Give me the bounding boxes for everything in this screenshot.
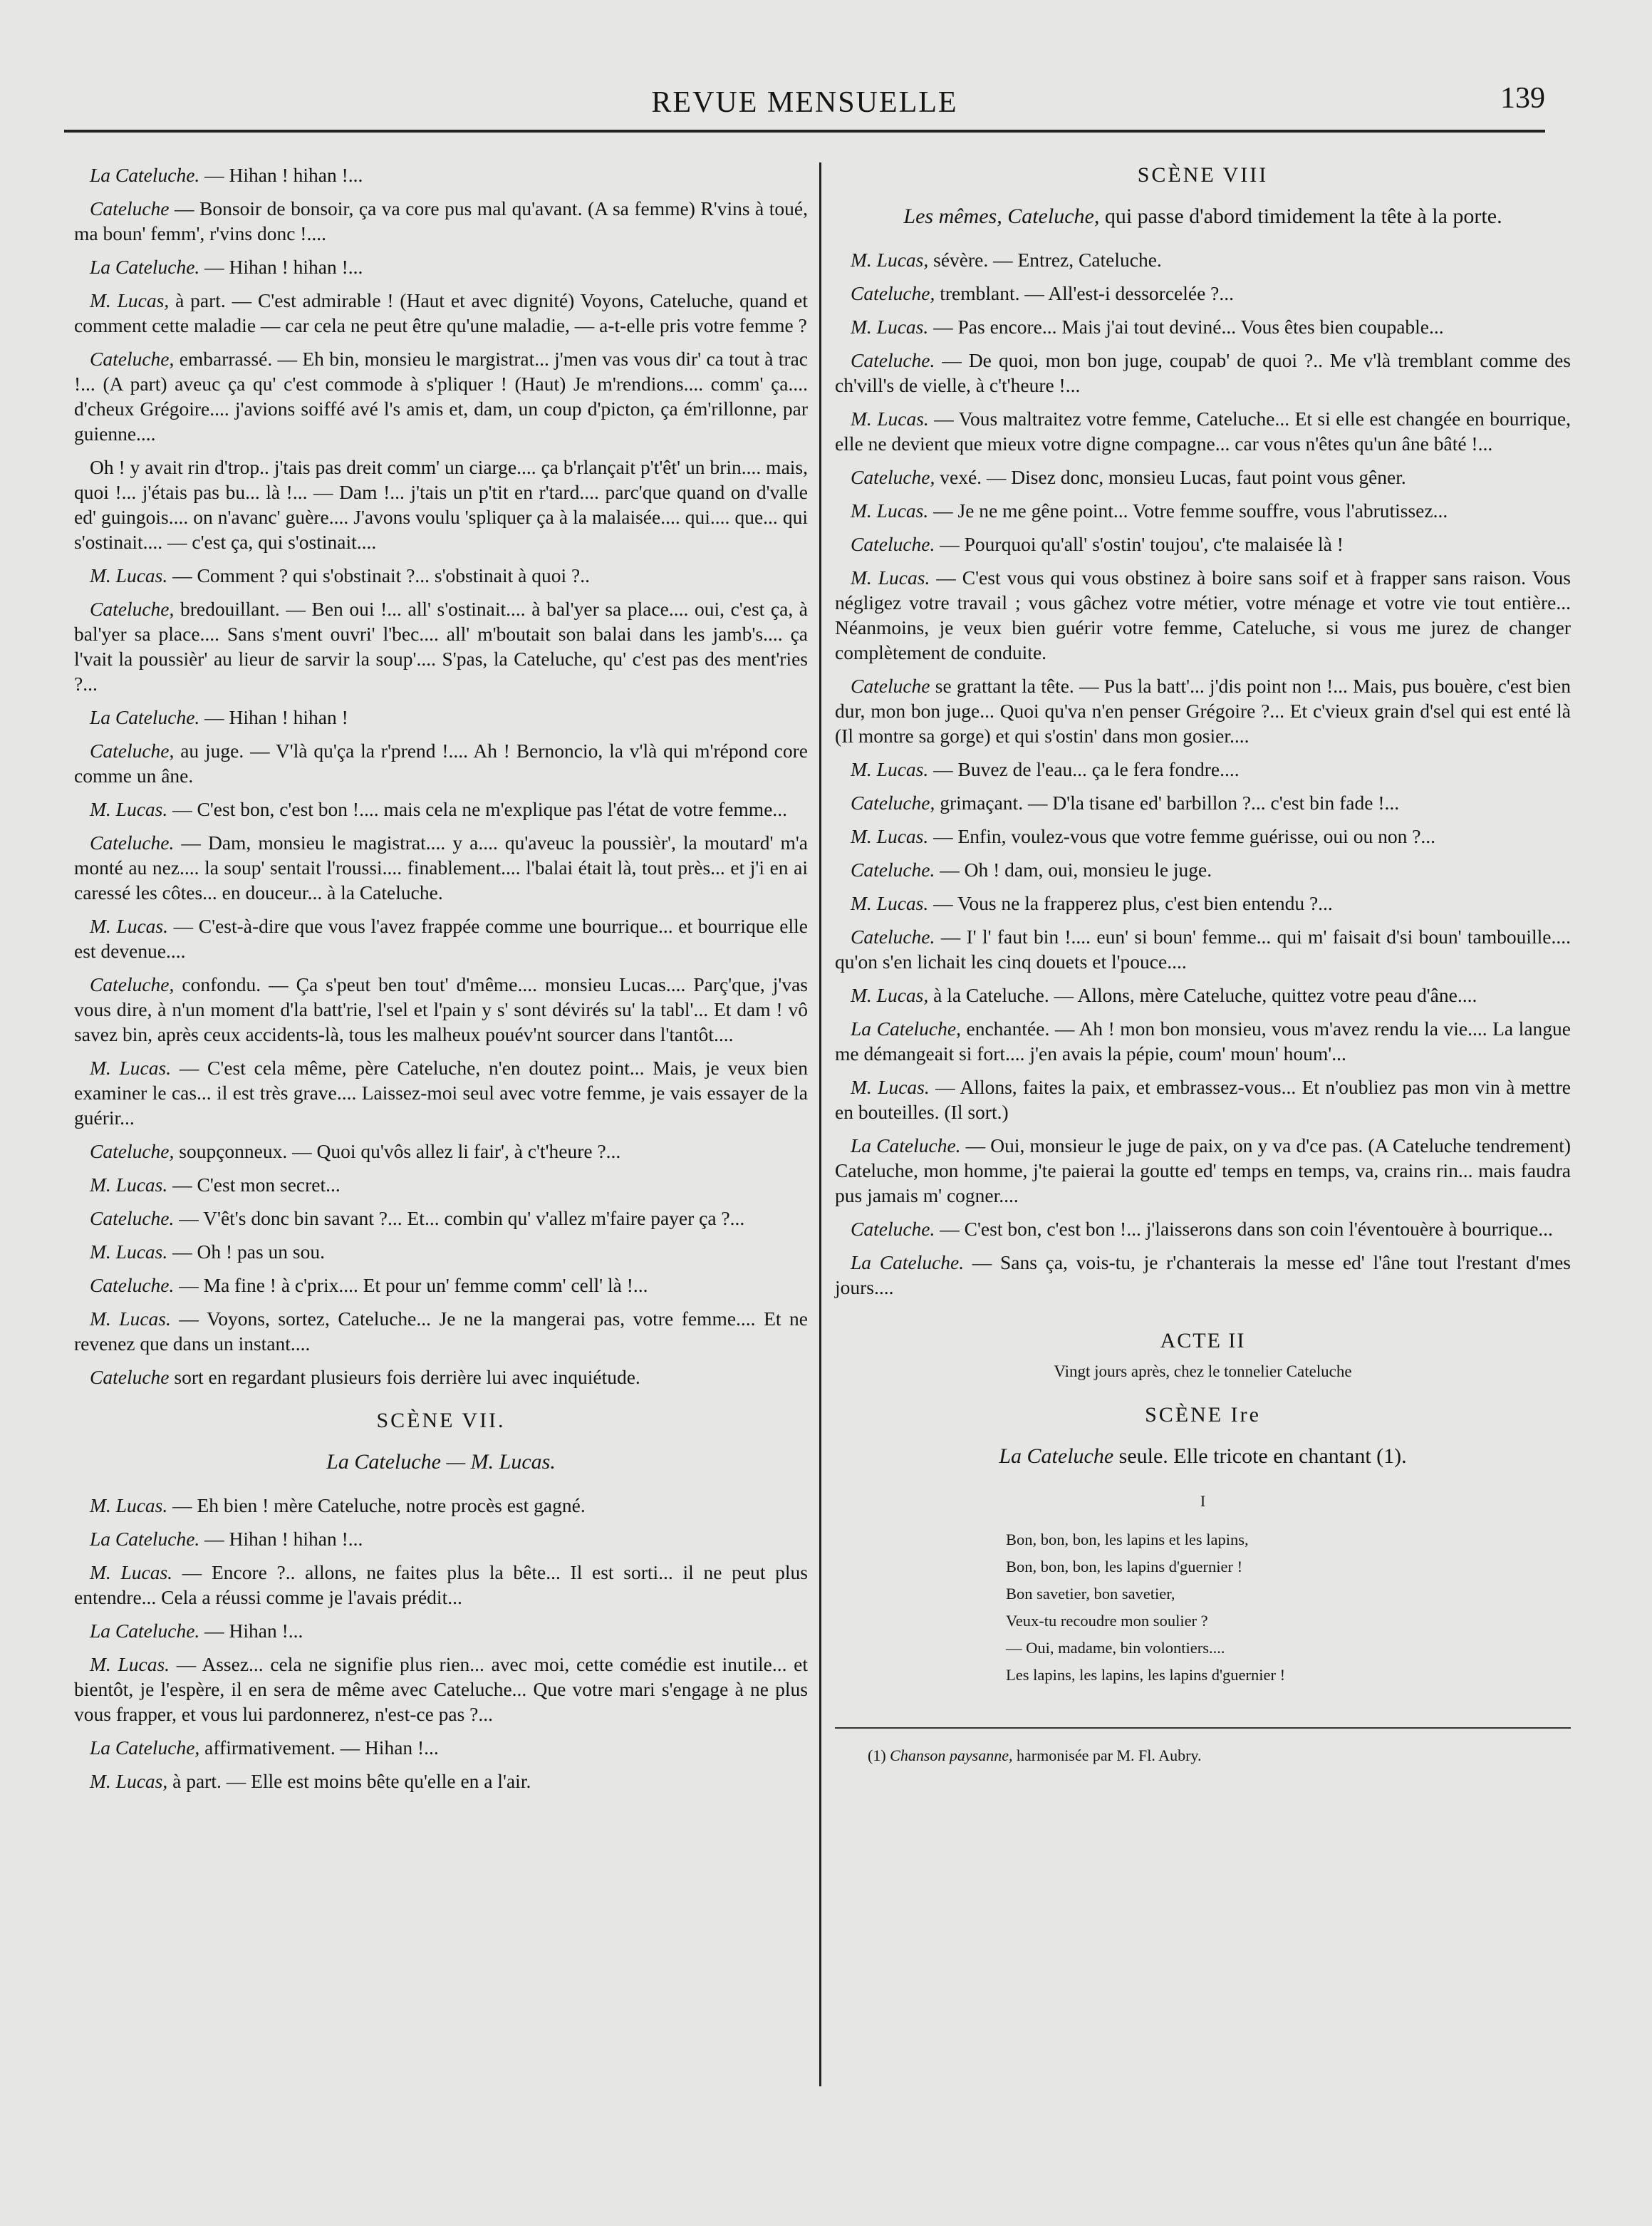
dialogue-text: — C'est mon secret... [167, 1174, 341, 1196]
speaker-name: M. Lucas. [90, 1494, 168, 1516]
speaker-name: Cateluche. [851, 926, 935, 948]
dialogue-text: — Vous ne la frapperez plus, c'est bien entendu ?... [928, 892, 1333, 914]
footnote-rule [835, 1727, 1571, 1729]
scene-viii-dialogue [835, 247, 1571, 1300]
dialogue-text: à part. — Elle est moins bête qu'elle en a l'air. [167, 1770, 531, 1792]
dialogue-text: grimaçant. — D'la tisane ed' barbillon ?... c'est bin fade !... [935, 792, 1400, 814]
dialogue-paragraph [74, 705, 808, 730]
dialogue-paragraph [74, 1055, 808, 1130]
dialogue-paragraph [74, 1273, 808, 1298]
dialogue-text: à la Cateluche. — Allons, mère Cateluche, quittez votre peau d'âne.... [928, 984, 1477, 1006]
scene-vii-title: SCÈNE VII. [376, 1409, 506, 1432]
footnote [868, 1743, 1571, 1768]
dialogue-paragraph [835, 314, 1571, 339]
dialogue-paragraph [74, 288, 808, 338]
dialogue-text: — C'est bon, c'est bon !... j'laisserons dans son coin l'éventouère à bourrique... [935, 1218, 1553, 1240]
speaker-name: Cateluche, [90, 598, 175, 620]
speaker-name: Cateluche, [90, 348, 175, 370]
dialogue-text: — Comment ? qui s'obstinait ?... s'obstinait à quoi ?.. [167, 564, 590, 586]
dialogue-paragraph [835, 406, 1571, 456]
dialogue-paragraph [835, 1075, 1571, 1124]
dialogue-text: — Pourquoi qu'all' s'ostin' toujou', c'te malaisée là ! [935, 533, 1344, 555]
speaker-name: Cateluche. [851, 533, 935, 555]
speaker-name: M. Lucas. [90, 1653, 170, 1675]
speaker-name: M. Lucas. [851, 892, 929, 914]
dialogue-paragraph [74, 196, 808, 246]
dialogue-paragraph [835, 465, 1571, 490]
dialogue-text: — Encore ?.. allons, ne faites plus la bête... Il est sorti... il ne peut plus entendre... Cela a réussi comme je l'avais prédit... [74, 1561, 808, 1608]
dialogue-text: — Hihan ! hihan !... [199, 1528, 363, 1550]
speaker-name: La Cateluche. [851, 1251, 965, 1273]
song-line: Les lapins, les lapins, les lapins d'guernier ! [1006, 1666, 1286, 1684]
song-line: Veux-tu recoudre mon soulier ? [1006, 1612, 1208, 1630]
dialogue-text: sévère. — Entrez, Cateluche. [928, 249, 1162, 271]
scene-viii-cast [835, 203, 1571, 230]
speaker-name: Cateluche, [90, 740, 175, 762]
dialogue-paragraph [74, 1560, 808, 1610]
speaker-name: La Cateluche, [90, 1736, 200, 1759]
dialogue-text: — C'est bon, c'est bon !.... mais cela ne m'explique pas l'état de votre femme... [167, 798, 788, 820]
dialogue-paragraph [74, 913, 808, 963]
song-line: — Oui, madame, bin volontiers.... [1006, 1639, 1225, 1657]
dialogue-paragraph [74, 738, 808, 788]
dialogue-paragraph [835, 1250, 1571, 1300]
dialogue-text: bredouillant. — Ben oui !... all' s'ostinait.... à bal'yer sa place.... oui, c'est ça, à bal'yer sa place.... Sans s'ment ouvri' l'bec.... all' m'boutait son balai dans les jamb's.... ça l'vait la poussièr' au lieur de sarvir la soup'.... S'pas, la Cateluche, qu' c'est pas des ment'ries ?... [74, 598, 808, 695]
dialogue-paragraph [835, 790, 1571, 815]
dialogue-text: — C'est-à-dire que vous l'avez frappée comme une bourrique... et bourrique elle est devenue.... [74, 915, 808, 962]
dialogue-text: soupçonneux. — Quoi qu'vôs allez li fair', à c't'heure ?... [174, 1140, 621, 1162]
speaker-name: M. Lucas. [851, 825, 929, 847]
dialogue-paragraph [74, 1172, 808, 1197]
song-line: Bon savetier, bon savetier, [1006, 1585, 1175, 1603]
speaker-name: La Cateluche. [90, 706, 200, 728]
page-number: 139 [1500, 82, 1545, 115]
right-column [835, 162, 1571, 1768]
speaker-name: Cateluche, [90, 973, 175, 995]
dialogue-paragraph [835, 281, 1571, 306]
dialogue-paragraph [74, 1365, 808, 1389]
dialogue-paragraph [835, 824, 1571, 849]
speaker-name: La Cateluche. [90, 1528, 200, 1550]
dialogue-text: sort en regardant plusieurs fois derrière lui avec inquiétude. [169, 1366, 640, 1388]
speaker-name: Cateluche, [851, 282, 935, 304]
dialogue-text: affirmativement. — Hihan !... [199, 1736, 439, 1759]
dialogue-paragraph [835, 247, 1571, 272]
dialogue-text: — Dam, monsieu le magistrat.... y a.... qu'aveuc la poussièr', la moutard' m'a monté au nez.... la soup' sentait l'roussi.... finablement.... l'balai était là, tout près... et j'i en ai caressé les côtes... en douceur... à la Cateluche. [74, 832, 808, 904]
dialogue-text: — Sans ça, vois-tu, je r'chanterais la messe ed' l'âne tout l'restant d'mes jours.... [835, 1251, 1571, 1298]
dialogue-paragraph [835, 924, 1571, 974]
speaker-name: M. Lucas. [851, 499, 929, 522]
speaker-name: M. Lucas, [851, 249, 929, 271]
dialogue-text: — Oh ! pas un sou. [167, 1241, 326, 1263]
dialogue-paragraph [74, 1769, 808, 1793]
speaker-name: Cateluche [851, 675, 930, 697]
speaker-name: Cateluche. [851, 859, 935, 881]
act-ii-title: ACTE II [1160, 1329, 1246, 1352]
dialogue-text: — Eh bien ! mère Cateluche, notre procès est gagné. [167, 1494, 586, 1516]
dialogue-text: — Bonsoir de bonsoir, ça va core pus mal qu'avant. (A sa femme) R'vins à toué, ma boun' femm', r'vins donc !.... [74, 197, 808, 244]
speaker-name: Cateluche, [851, 466, 935, 488]
scene-i-cast [835, 1443, 1571, 1470]
dialogue-text: — Hihan ! hihan !... [199, 256, 363, 278]
dialogue-text: — Allons, faites la paix, et embrassez-vous... Et n'oubliez pas mon vin à mettre en bouteilles. (Il sort.) [835, 1076, 1571, 1123]
song-line: Bon, bon, bon, les lapins d'guernier ! [1006, 1558, 1243, 1575]
dialogue-paragraph [835, 983, 1571, 1008]
dialogue-text: se grattant la tête. — Pus la batt'... j'dis point non !... Mais, pus bouère, c'est bien dur, mon bon juge... Quoi qu'va n'en penser Grégoire ?... Et c'vieux grain d'sel qui est enté là (Il montre sa gorge) et qui s'ostin' dans mon gosier.... [835, 675, 1571, 747]
dialogue-text: — Oui, monsieur le juge de paix, on y va d'ce pas. (A Cateluche tendrement) Cateluche, mon homme, j'te paierai la goutte ed' temps en temps, va, crains rin... mais faudra pus jamais m' cogner.... [835, 1134, 1571, 1206]
speaker-name: La Cateluche, [851, 1018, 961, 1040]
left-column [74, 162, 808, 1802]
dialogue-paragraph [835, 532, 1571, 556]
song-line: Bon, bon, bon, les lapins et les lapins, [1006, 1531, 1249, 1548]
dialogue-paragraph [74, 254, 808, 279]
speaker-name: M. Lucas. [90, 1561, 173, 1583]
dialogue-paragraph [74, 797, 808, 822]
scene-vii-cast [74, 1449, 808, 1476]
dialogue-paragraph [74, 972, 808, 1047]
speaker-name: M. Lucas, [851, 984, 929, 1006]
speaker-name: Cateluche. [851, 1218, 935, 1240]
speaker-name: M. Lucas. [90, 1057, 172, 1079]
dialogue-paragraph [74, 1618, 808, 1643]
dialogue-text: enchantée. — Ah ! mon bon monsieu, vous m'avez rendu la vie.... La langue me démangeait si fort.... j'en avais la pépie, coum' moun' houm'... [835, 1018, 1571, 1065]
dialogue-paragraph [74, 596, 808, 696]
running-title: REVUE MENSUELLE [651, 86, 958, 119]
speaker-name: Cateluche [90, 197, 170, 219]
speaker-name: M. Lucas. [851, 316, 929, 338]
dialogue-block [74, 162, 808, 1389]
running-head [64, 80, 1545, 123]
speaker-name: Cateluche. [851, 349, 935, 371]
song-stanza-number: I [1200, 1492, 1206, 1510]
speaker-name: Cateluche. [90, 832, 175, 854]
dialogue-text: tremblant. — All'est-i dessorcelée ?... [935, 282, 1234, 304]
speaker-name: M. Lucas. [90, 1308, 171, 1330]
dialogue-text: — Ma fine ! à c'prix.... Et pour un' femme comm' cell' là !... [174, 1274, 648, 1296]
dialogue-text: — Vous maltraitez votre femme, Cateluche... Et si elle est changée en bourrique, elle ne devient que mieux votre digne compagne... car vous n'êtes qu'un âne bâté !... [835, 408, 1571, 455]
dialogue-text: au juge. — V'là qu'ça la r'prend !.... Ah ! Bernoncio, la v'là qui m'répond core comme un âne. [74, 740, 808, 787]
dialogue-paragraph [74, 346, 808, 446]
scene-i-title: SCÈNE Ire [1145, 1403, 1261, 1427]
speaker-name: M. Lucas, [90, 1770, 168, 1792]
speaker-name: La Cateluche. [851, 1134, 961, 1156]
dialogue-text: — Pas encore... Mais j'ai tout deviné... Vous êtes bien coupable... [928, 316, 1444, 338]
dialogue-text: — Voyons, sortez, Cateluche... Je ne la mangerai pas, votre femme.... Et ne revenez que dans un instant.... [74, 1308, 808, 1355]
scene-viii-title: SCÈNE VIII [1137, 163, 1269, 187]
speaker-name: M. Lucas. [90, 1174, 168, 1196]
dialogue-paragraph [835, 857, 1571, 882]
footnote-rest: harmonisée par M. Fl. Aubry. [1012, 1746, 1202, 1764]
speaker-name: M. Lucas. [90, 798, 168, 820]
dialogue-paragraph [835, 673, 1571, 748]
scene-viii-cast-italic: Les mêmes, Cateluche, [903, 205, 1100, 228]
dialogue-text: — Je ne me gêne point... Votre femme souffre, vous l'abrutissez... [928, 499, 1448, 522]
speaker-name: M. Lucas. [90, 1241, 168, 1263]
speaker-name: M. Lucas. [90, 915, 168, 937]
speaker-name: La Cateluche. [90, 1620, 200, 1642]
speaker-name: Cateluche, [90, 1140, 175, 1162]
scene-i-cast-italic: La Cateluche [999, 1444, 1114, 1468]
dialogue-paragraph [835, 757, 1571, 782]
speaker-name: Cateluche [90, 1366, 170, 1388]
dialogue-paragraph [74, 1239, 808, 1264]
dialogue-text: — Hihan !... [199, 1620, 303, 1642]
dialogue-text: — Oh ! dam, oui, monsieu le juge. [935, 859, 1212, 881]
dialogue-text: Oh ! y avait rin d'trop.. j'tais pas dreit comm' un ciarge.... ça b'rlançait p't'êt' un brin.... mais, quoi !... j'étais pas bu... là !... — Dam !... j'tais un p'tit en r'tard.... parc'que quand on d'valle ed' guingois.... on n'avanc' guère.... J'avons voulu 'spliquer ça à la malaisée.... qui.... que... qui s'ostinait.... — c'est ça, qui s'ostinait.... [74, 456, 808, 553]
speaker-name: M. Lucas. [90, 564, 168, 586]
dialogue-paragraph [835, 891, 1571, 916]
dialogue-paragraph [835, 348, 1571, 398]
dialogue-text: — De quoi, mon bon juge, coupab' de quoi ?.. Me v'là tremblant comme des ch'vill's de vielle, à c't'heure !... [835, 349, 1571, 396]
dialogue-paragraph [74, 1735, 808, 1760]
dialogue-paragraph [74, 1652, 808, 1727]
dialogue-paragraph [835, 565, 1571, 665]
dialogue-text: — C'est cela même, père Cateluche, n'en doutez point... Mais, je veux bien examiner le cas... il est très grave.... Laissez-moi seul avec votre femme, je vais essayer de la guérir... [74, 1057, 808, 1129]
dialogue-text: — Enfin, voulez-vous que votre femme guérisse, oui ou non ?... [928, 825, 1436, 847]
dialogue-text: — Assez... cela ne signifie plus rien... avec moi, cette comédie est inutile... et bientôt, je l'espère, il en sera de même avec Cateluche... Que votre mari s'engage à ne plus vous frapper, et vous lui pardonnerez, n'est-ce pas ?... [74, 1653, 808, 1725]
dialogue-text: embarrassé. — Eh bin, monsieu le margistrat... j'men vas vous dir' ca tout à trac !... (A part) aveuc ça qu' c'est commode à s'pliquer ! (Haut) Je m'rendions.... comm' ça.... d'cheux Grégoire.... j'avions soiffé avé l's amis et, dam, un coup d'picton, ça ém'rillonne, par guienne.... [74, 348, 808, 445]
speaker-name: M. Lucas. [851, 566, 930, 589]
dialogue-paragraph [74, 1526, 808, 1551]
dialogue-text: vexé. — Disez donc, monsieu Lucas, faut point vous gêner. [935, 466, 1406, 488]
dialogue-paragraph [74, 455, 808, 554]
dialogue-text: — V'êt's donc bin savant ?... Et... combin qu' v'allez m'faire payer ça ?... [174, 1207, 745, 1229]
speaker-name: Cateluche. [90, 1274, 175, 1296]
dialogue-paragraph [74, 1493, 808, 1518]
dialogue-text: — I' l' faut bin !.... eun' si boun' femme... qui m' faisait d'si boun' tambouille.... qu'on s'en lichait les cinq douets et l'pouce.... [835, 926, 1571, 973]
scene-i-cast-rest: seule. Elle tricote en chantant (1). [1113, 1444, 1407, 1468]
dialogue-paragraph [835, 1216, 1571, 1241]
scene-viii-cast-rest: qui passe d'abord timidement la tête à la porte. [1099, 205, 1502, 228]
dialogue-text: — Hihan ! hihan ! [199, 706, 348, 728]
speaker-name: M. Lucas. [851, 408, 929, 430]
dialogue-paragraph [74, 162, 808, 187]
act-ii-subtitle: Vingt jours après, chez le tonnelier Cateluche [1054, 1362, 1352, 1380]
speaker-name: Cateluche, [851, 792, 935, 814]
dialogue-text: — Buvez de l'eau... ça le fera fondre.... [928, 758, 1240, 780]
scene-vii-dialogue [74, 1493, 808, 1793]
dialogue-paragraph [74, 563, 808, 588]
dialogue-text: à part. — C'est admirable ! (Haut et avec dignité) Voyons, Cateluche, quand et comment cette maladie — car cela ne peut être qu'une maladie, — a-t-elle pris votre femme ? [74, 289, 808, 336]
column-divider [819, 162, 821, 2086]
footnote-mark: (1) [868, 1746, 886, 1764]
header-rule [64, 130, 1545, 133]
dialogue-paragraph [835, 498, 1571, 523]
speaker-name: La Cateluche. [90, 164, 200, 186]
song-lyrics [1006, 1526, 1571, 1689]
footnote-italic: Chanson paysanne, [890, 1746, 1013, 1764]
dialogue-paragraph [74, 1306, 808, 1356]
dialogue-paragraph [74, 1139, 808, 1164]
dialogue-text: — Hihan ! hihan !... [199, 164, 363, 186]
dialogue-paragraph [74, 1206, 808, 1231]
speaker-name: La Cateluche. [90, 256, 200, 278]
dialogue-paragraph [835, 1016, 1571, 1066]
speaker-name: M. Lucas. [851, 758, 929, 780]
dialogue-text: confondu. — Ça s'peut ben tout' d'même.... monsieu Lucas.... Parç'que, j'vas vous dire, à n'un moment d'la batt'rie, l'sel et l'pain y s' sont dévirés su' la tabl'... Et dam ! vô savez bin, après ceux accidents-là, tous les malheux pouév'nt sourcer dans l'tantôt.... [74, 973, 808, 1045]
dialogue-paragraph [74, 830, 808, 905]
dialogue-text: — C'est vous qui vous obstinez à boire sans soif et à frapper sans raison. Vous négligez votre travail ; vous gâchez votre métier, votre ménage et votre vie tout entière... Néanmoins, je veux bien guérir votre femme, Cateluche, si vous me jurez de changer complètement de conduite. [835, 566, 1571, 663]
speaker-name: M. Lucas, [90, 289, 170, 311]
speaker-name: Cateluche. [90, 1207, 175, 1229]
scene-vii-cast-text: La Cateluche — M. Lucas. [326, 1450, 556, 1474]
speaker-name: M. Lucas. [851, 1076, 930, 1098]
dialogue-paragraph [835, 1133, 1571, 1208]
